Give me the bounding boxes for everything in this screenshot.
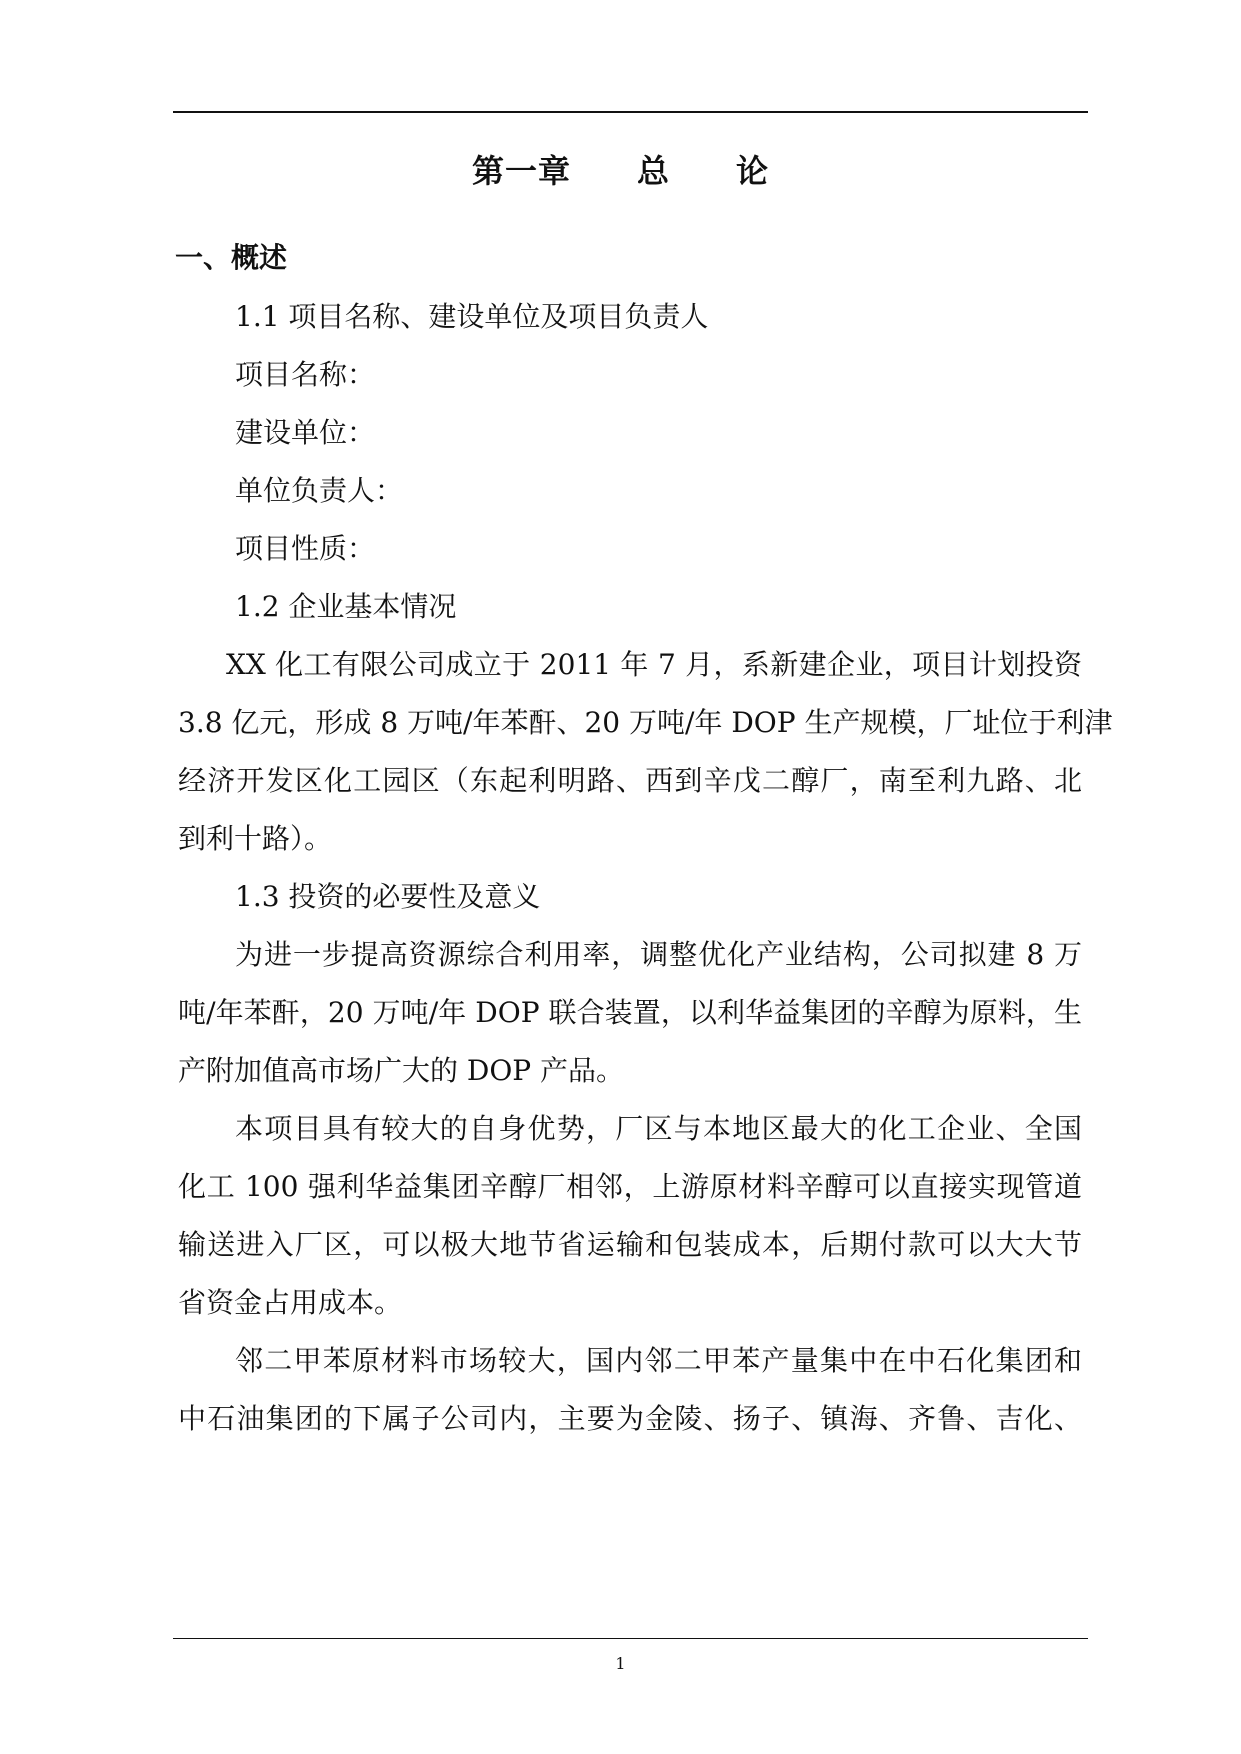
paragraph-line: 省资金占用成本。 <box>178 1286 403 1319</box>
paragraph-line: 为进一步提高资源综合利用率，调整优化产业结构，公司拟建 8 万 <box>235 938 1082 971</box>
paragraph-line: 本项目具有较大的自身优势，厂区与本地区最大的化工企业、全国 <box>235 1112 1082 1145</box>
paragraph-line: 化工 100 强利华益集团辛醇厂相邻，上游原材料辛醇可以直接实现管道 <box>178 1170 1082 1203</box>
subsection-heading-1-3: 1.3 投资的必要性及意义 <box>235 880 541 913</box>
section-heading: 一、概述 <box>175 241 288 274</box>
subsection-heading-1-1: 1.1 项目名称、建设单位及项目负责人 <box>235 300 709 333</box>
footer-rule <box>173 1638 1088 1639</box>
header-rule <box>173 111 1088 113</box>
field-project-nature: 项目性质： <box>235 532 376 565</box>
paragraph-line: 产附加值高市场广大的 DOP 产品。 <box>178 1054 625 1087</box>
field-construction-unit: 建设单位： <box>235 416 376 449</box>
paragraph-line: XX 化工有限公司成立于 2011 年 7 月，系新建企业，项目计划投资 <box>226 648 1082 681</box>
paragraph-line: 中石油集团的下属子公司内，主要为金陵、扬子、镇海、齐鲁、吉化、 <box>178 1402 1082 1435</box>
paragraph-line: 3.8 亿元，形成 8 万吨/年苯酐、20 万吨/年 DOP 生产规模，厂址位于利津 <box>178 706 1113 739</box>
paragraph-line: 邻二甲苯原材料市场较大，国内邻二甲苯产量集中在中石化集团和 <box>235 1344 1082 1377</box>
chapter-title: 第一章 总 论 <box>471 152 769 190</box>
paragraph-line: 到利十路）。 <box>178 822 333 855</box>
page-number: 1 <box>615 1654 626 1673</box>
field-project-name: 项目名称： <box>235 358 376 391</box>
paragraph-line: 经济开发区化工园区（东起利明路、西到辛戊二醇厂，南至利九路、北 <box>178 764 1082 797</box>
paragraph-line: 输送进入厂区，可以极大地节省运输和包装成本，后期付款可以大大节 <box>178 1228 1082 1261</box>
field-unit-leader: 单位负责人： <box>235 474 404 507</box>
paragraph-line: 吨/年苯酐，20 万吨/年 DOP 联合装置，以利华益集团的辛醇为原料，生 <box>178 996 1082 1029</box>
subsection-heading-1-2: 1.2 企业基本情况 <box>235 590 457 623</box>
